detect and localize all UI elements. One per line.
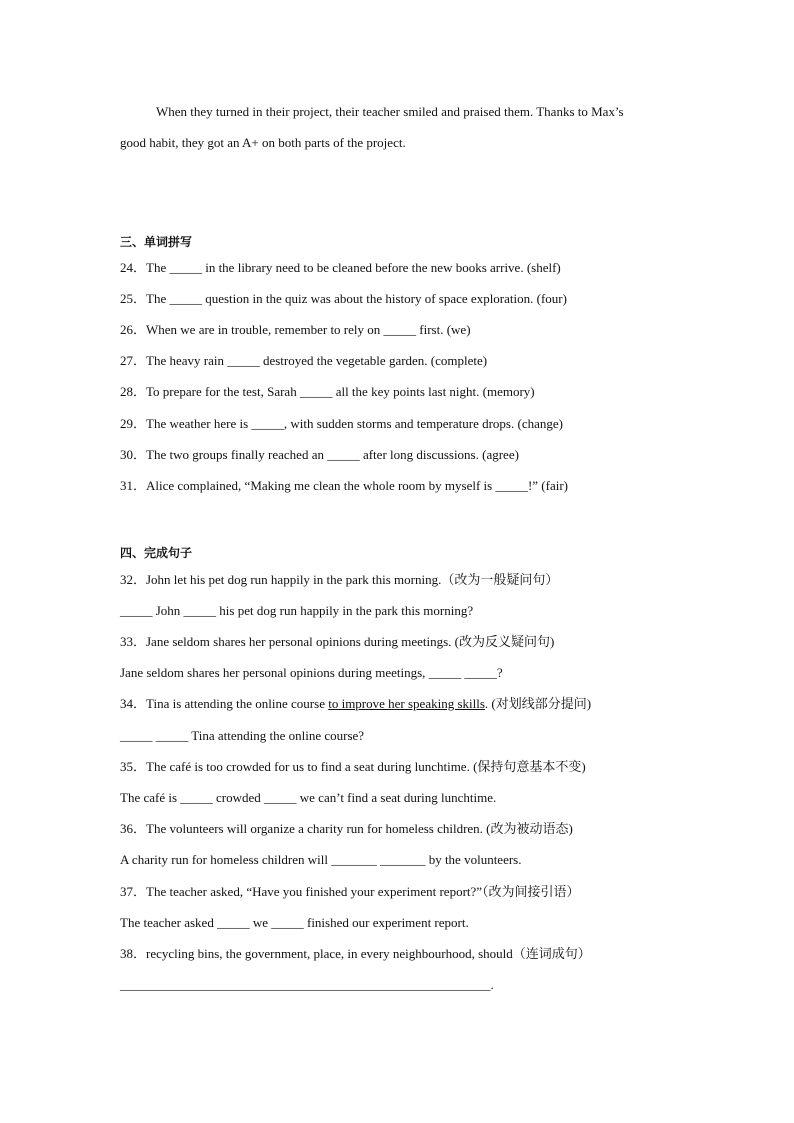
answer-line-33: Jane seldom shares her personal opinions during meetings, _____ _____? xyxy=(120,665,503,680)
answer-line-32: _____ John _____ his pet dog run happily in the park this morning? xyxy=(120,603,474,618)
question-34-text: 34．Tina is attending the online course xyxy=(120,696,329,711)
question-26: 26．When we are in trouble, remember to rely on _____ first. (we) xyxy=(120,322,471,337)
question-30: 30．The two groups finally reached an _____ after long discussions. (agree) xyxy=(120,447,519,462)
question-28: 28．To prepare for the test, Sarah _____ all the key points last night. (memory) xyxy=(120,384,535,399)
answer-line-37: The teacher asked _____ we _____ finished our experiment report. xyxy=(120,915,469,930)
underlined-phrase: to improve her speaking skills xyxy=(328,696,485,711)
question-25: 25．The _____ question in the quiz was about the history of space exploration. (four) xyxy=(120,291,567,306)
section-4-heading: 四、完成句子 xyxy=(120,546,193,560)
passage-line-1: When they turned in their project, their teacher smiled and praised them. Thanks to Max’s xyxy=(156,104,624,119)
question-38: 38．recycling bins, the government, place, in every neighbourhood, should（连词成句） xyxy=(120,946,591,961)
question-31: 31．Alice complained, “Making me clean the whole room by myself is _____!” (fair) xyxy=(120,478,569,493)
question-34 xyxy=(120,695,591,713)
answer-line-34: _____ _____ Tina attending the online course? xyxy=(120,728,365,743)
question-36: 36．The volunteers will organize a charity run for homeless children. (改为被动语态) xyxy=(120,821,573,836)
question-34-instruction: . (对划线部分提问) xyxy=(484,696,592,711)
question-33: 33．Jane seldom shares her personal opinions during meetings. (改为反义疑问句) xyxy=(120,634,555,649)
question-32: 32．John let his pet dog run happily in the park this morning.（改为一般疑问句） xyxy=(120,572,559,587)
answer-line-36: A charity run for homeless children will _______ _______ by the volunteers. xyxy=(120,852,522,867)
answer-line-38: _________________________________________________________. xyxy=(120,977,494,992)
section-3-heading: 三、单词拼写 xyxy=(120,235,193,249)
passage-line-2: good habit, they got an A+ on both parts of the project. xyxy=(120,135,406,150)
answer-line-35: The café is _____ crowded _____ we can’t find a seat during lunchtime. xyxy=(120,790,497,805)
question-27: 27．The heavy rain _____ destroyed the vegetable garden. (complete) xyxy=(120,353,488,368)
question-35: 35．The café is too crowded for us to find a seat during lunchtime. (保持句意基本不变) xyxy=(120,759,586,774)
question-24: 24．The _____ in the library need to be cleaned before the new books arrive. (shelf) xyxy=(120,260,561,275)
question-29: 29．The weather here is _____, with sudden storms and temperature drops. (change) xyxy=(120,416,563,431)
question-37: 37．The teacher asked, “Have you finished your experiment report?”（改为间接引语） xyxy=(120,884,580,899)
